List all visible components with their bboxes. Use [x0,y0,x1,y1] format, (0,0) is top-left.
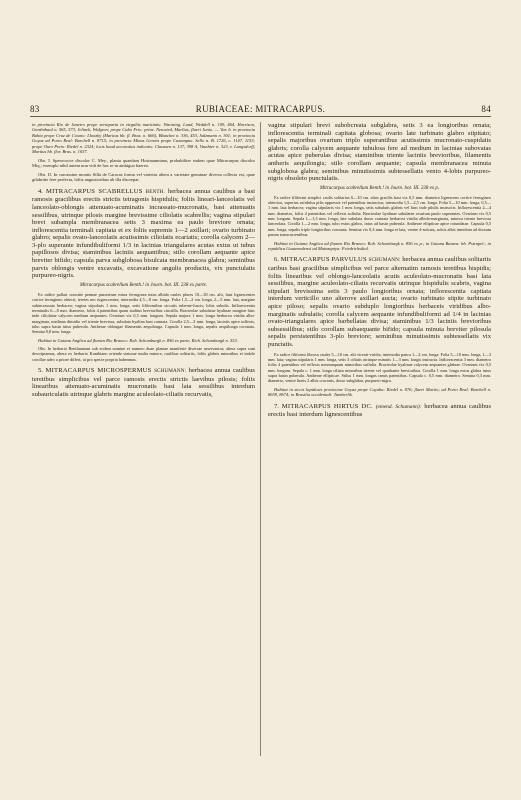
header-rule [30,116,491,117]
species-observation: Obs. In herbario Benthamiani sub eodem nomine et numero duae plantae manifeste diversae asservantur; altera supra sunt descriptamus, altera ex herbario Kunthiano orienda staturae multa minore, caulibus solitariis, foliis glabris minoribus et indole corollae adeo a priore differt, ut pro specie propria habeamus. [32,346,255,362]
species-5-continued: vagina stipulari brevi subobcreata subglabra, setis 3 ea longioribus ornata; inflorescentia terminali capitata globosa; ovario late turbinato glabro stipitato; sepalis majoribus ovarium triplo superantibus acutissimis mucronato-cuspidatis glabris; corolla calycem aequante tubulosa fere ad medium in lacinias subovatas acutas apice puberulas divisa; staminibus triente laciniis brevioribus, filamentis antheris aequilongis; stilo corollam aequante; capsula membranacea minuta subglobosa glabra; seminibus minutissimis subtessellatis vento 4-lobis purpureo-nigris obsoleto punctulatis. [268,122,491,183]
species-diagnosis: herbacea annua caulibus erectis basi interdum lignescentibus [268,402,492,419]
species-diagnosis: herbacea annua caulibus solitariis caribus basi gracilibus simplicibus vel parce alternatim ramosis teretibus hispidis; foliis linearibus vel oblongo-lanceolatis acutis aculeolato-mucronatis basi lata sessilibus, margine aculeolato-ciliatis recurvatis utrinque hispidulis scabris, vagina stipulari brevissima setis 3 paulo longioribus ornata; inflorescentia capitata interdum verticillo uno alterove axillari aucta; ovario turbinato stipite turbinato apice piloso; sepalis ovario subduplo longioribus herbaceis viridibus albo-marginatis subulatis; corolla calycem aequante infundibuliformi ad 1/4 in lacinias ovato-triangulares apice barbellatas divisa; staminibus 1/3 laciniis brevioribus subsessilibus; stilo corollam subaequante bifido; capsula minuta breviter pilosula sepalis persistentibus 3-plo breviore; seminibus minutissimis subtessellatis vix punctatis. [268,256,491,348]
running-head: RUBIACEAE: MITRACARPUS. [195,104,326,114]
species-author: (emend. Schumann): [375,403,422,410]
species-author: SCHUMANN: [154,368,187,375]
species-habitat: Habitat in Guiana Anglica ad flumen Rio Branco: Rob. Schomburgk n. 856 ex p.; in Guiana Batava: hb. Pstrnpel.; in republica Guatemalensi ad Mainzapiya: Friedrichsthal. [268,240,491,251]
species-number: 6. [274,256,279,264]
species-author: BENTH. [145,188,165,195]
page-number-right: 84 [481,104,491,114]
distribution-paragraph: in provincia Rio de Janeiro prope sertuparia in virgultis maritimis: Warming, Lund, Weddell n. 109, 464, Harrison, Gardinhaul n. 565, 573, Jelinek, Widgren; prope Cabo Frio: prine. Neuwied, Marlius, flaeri Junio. — Var. b. in provincia Bahia prope Cruz de Cosmo: Lhotzky (Martius hb. fl. Bras. n. 666), Blanchet n. 336, 453, Salzmann n. 301; in provincia Goyaz ad Porto Real: Burchell n. 8715; in provincia Minas Geraës prope Caxampus: Sello n. B. 1726, c. 1147, 1153; prope Ouro Preto: Riedel n. 2324; locis haud accuratius indicatis: Claussen n. 137, 398 A, Vauthier n. 323, v. Langsdorff, Martius hb. flor. Bras. n. 1037. [32,122,255,155]
species-5-entry [32,367,255,398]
species-diagnosis: herbacea annua caulibus a basi ramosis gracilibus erectis strictis tetragonis hispidulis; foliis lineari-lanceolatis vel lanceolato-oblongis attenuato-acuminatis incrassato-mucronatis, basi attenuatis sessilibus, utrinque pilosis margine brevissime ciliolatis scabrellis; vagina stipulari brevi subampla membranacea setis 3 maxima ea paulo breviore ornata; inflorescentia terminali capitata et ex foliis supremis 1—2 axillari; ovario turbinato glabro; sepalis ovato-lanceolatis acutissimis ciliolatis ecariatis; corolla calycem 2—3-plo superante infundibuliformi 1/3 in lacinias triangulares acutas extus ut tubus papillosos divisa; staminibus laciniis aequantibus; stilo corollam aequante apice breviter bifido; capsula parva subglobosa bisulcata membranacea glabra; seminibus parvis oblongis ventre excavatis, excavatione angulis productis, vix punctulatis purpureo-nigris. [32,187,255,280]
species-name: MITRACARPUS MICROSPERMUS [45,367,152,375]
observation-2: Obs. II. In carcassine montis Silla de Caracas forma vel varietas altera a varietate genuinae diversa collecta est, quae gilabritie fere perfecta, foliis angustioribus ab illa discrepat. [32,171,255,183]
right-column [268,122,491,419]
species-name: MITRACARPUS PARVULUS [280,256,367,264]
species-description: Ex radice pallari crassitie pennae passerinae exina ferruginea intus albida caules plures 10—30 cm. alti, basi lignescentes cortice ferrugineo obtecti, teretes nec nigrescentes; internodia 4,5—8 cm. longa. Folia 1,5—2 cm. longa, 2—5 mm. lata, margine subincrassata herbacea; vagina stipularis 1 mm. longa, setis filiformibus siccatis rubente-fuscis; lobis subulis. Inflorescentia terminalis 6—8 mm. diametro, foliis 4 patentibus quam auditus brevioribus cinctilla. Bracteolae subulatae hyalinae margine hinc inde ciliolatae calycem medium aequantes. Ovarium vix 0,5 mm. longum. Sepala majora 1 mm. longa herbacea viridia albo-marginata, mediana dimidio vel triente breviora, subulata hyalina basi connata. Corolla 2,5—3 mm. longa, laciniis apice inflexis, tubo supra basin intus puberula. Antherae oblongae filamentis aequilonga. Capsula 1 mm. longa, sepalis aequilonga coronata. Semina 0,8 mm. longa. [32,291,255,335]
species-number: 7. [274,402,279,410]
column-divider [260,122,261,756]
page-number-left: 83 [30,104,40,114]
species-4-entry [32,188,255,280]
left-column [32,122,255,398]
species-name: MITRACARPUS HIRTUS DC. [281,402,373,410]
observation-1: Obs. I. Sperocucce discolor C. Mey., planta quaedam Hostmanniana, probabiliter eadem quae Mitracarpus discolor Miq.; exemplo nihil autem non vidi de hac re in ambiguo haereo. [32,157,255,169]
page-header [30,104,491,116]
species-name: MITRACARPUS SCABRELLUS [46,187,143,195]
species-author: SCHUMANN: [368,257,401,264]
species-habitat: Habitat in siccis lapidosis provinciae Goyaz prope Cuyaba: Riedel n. 876; flaeri Martio; ad Porto Real: Burchell n. 8659, 8674; in Brasilia occidentali: Tamberlik. [268,386,491,398]
species-citation: Mitracarpus scabrellum Benth.! in Journ. bot. III. 238 ex parte. [79,282,208,288]
species-diagnosis: herbacea annua caulibus teretibus simplicibus vel parce ramosis erectis strictis laevibus pilosis; foliis linearibus attenuato-acuminatis mucronatis basi lata sessilibus interdum subauriculatis utrinque glabris margine aculeolato-ciliatis recurvatis, [32,367,255,398]
species-citation: Mitracarpus scabrellum Benth.! in Journ. bot. III. 238 ex p. [319,185,440,191]
species-number: 5. [38,367,43,375]
species-7-entry [268,403,491,419]
species-6-entry [268,256,491,348]
species-habitat: Habitat in Guiana Anglica ad flumen Rio Branco: Rob. Schomburgk n. 856 ex parte, Rich. Schomburgk n. 553. [38,337,238,343]
species-description: Ex radice filiformi fibrosa caules 5—10 cm. alti virenti-viridis; internodia panca 1—2 cm. longa. Folia 5—10 mm. longa, 1—3 mm. lata; vagina stipularis 1 mm. longa, setis 3 ciliatis utrinque minutis 1—3 mm. longis instructa. Inflorescentia 3 mm. diametro foliis 4 patentibus vel reflexis nonnunquam minoribus suffulta. Bracteolae hyalinae calycem aequantes glabrae. Ovarium vix 0,5 mm. longum. Sepala c. 1 mm. longa ciliata minoribus triente vel quadrante brevioribus. Corolla 1 mm. longa extus glabra intus supra basin puberula. Antherae ellipticae. Stilus 1 mm. longus ramis patentibus. Capsula c. 0,5 mm. diametro. Semina 0,3 mm. diametro, ventre lineis 2 albis cruciatis, dorso subglabra, purpureo-nigra. [268,351,491,384]
species-description: Ex radice filiformi simplici caulis solitarius 6—10 cm. altus gracilis basi vix 0,5 mm. diametro lignescens cortice ferrugineo obtectus, superius rufidulus pilis appressis vel patentibus instructus; internodia 1,5—2,5 cm. longa. Folia 5—10 mm. longa, 0,5—1 mm. lata herbacea; vagina stipularis vix 1 mm. longa, setis subulatis glabris vel hinc inde pilulis instructis. Inflorescentia 2—4 mm. diametro, foliis 4 patentibus vel reflexis suffulta. Bracteolae hyalinae subulatae ovarium paulo superantes. Ovarium vix 0,5 mm. longum. Sepala 1—1,3 mm. longa, late subulata dorso carinata herbacea viridia albido-marginata, minora triente breviora lanceolata. Corolla 1—2 mm. longa, tubo extus glabro, intus ad basin puberula. Antherae ellipticae apice rotundatae. Capsula 0,5 mm. longa, sepalis triplo longioribus coronata. Semina vix 0,4 mm. longa et lata, ventre 4-sulcata, sulcis albis interdum ad dorsum parum transcurrentibus. [268,194,491,238]
species-number: 4. [38,187,43,195]
